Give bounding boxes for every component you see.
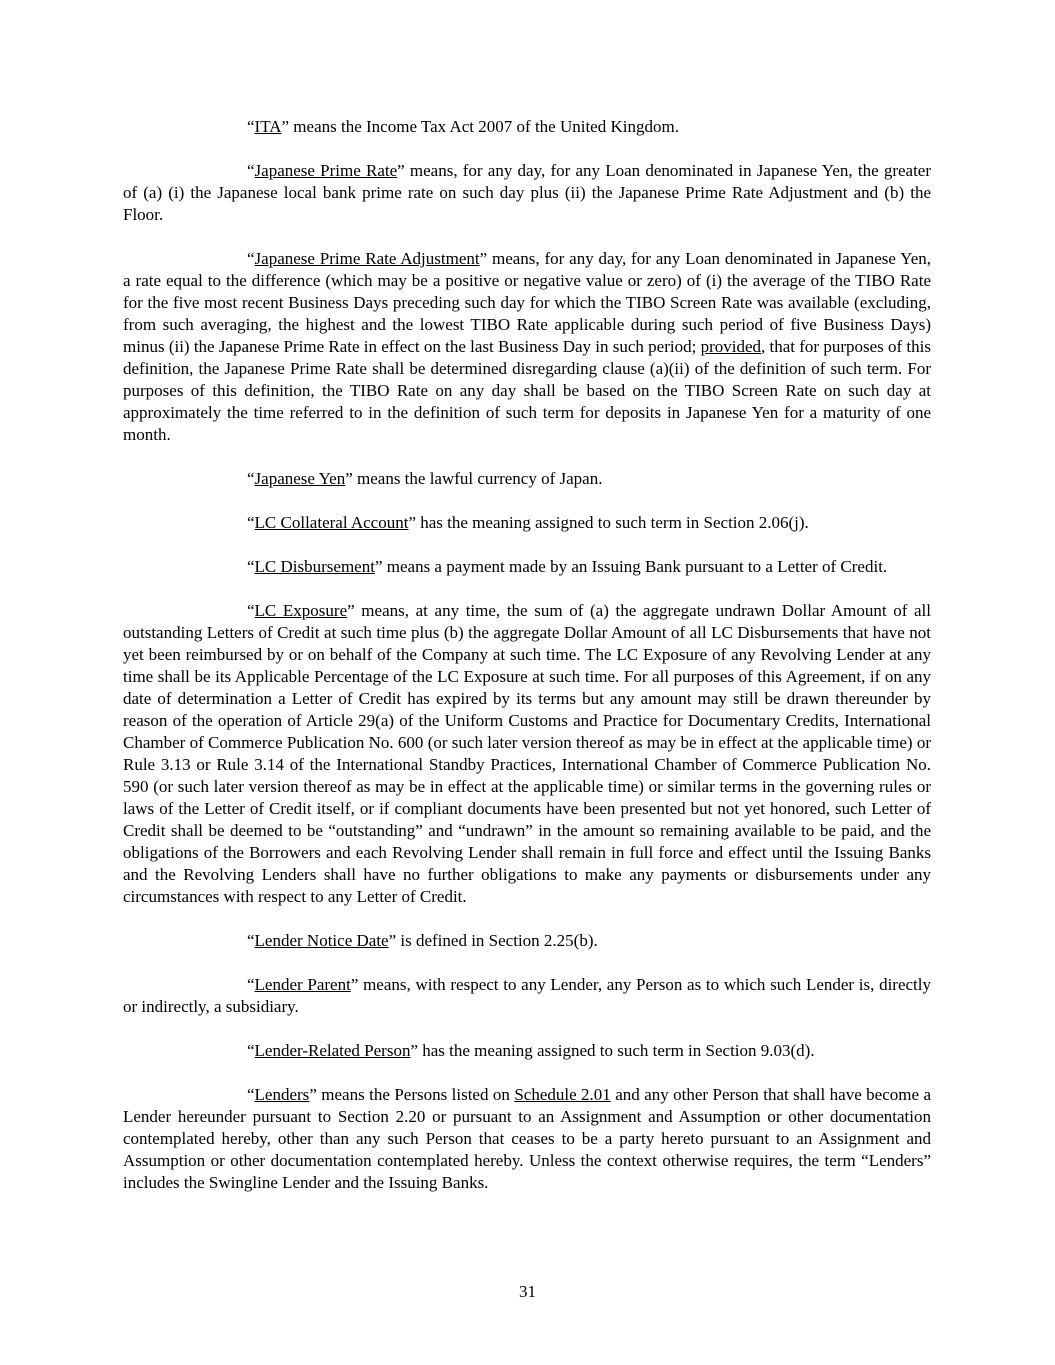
text-run: “ bbox=[247, 601, 255, 620]
defined-term: ITA bbox=[254, 117, 282, 136]
defined-term: Lender Parent bbox=[254, 975, 351, 994]
text-run: , that for purposes of this definition, the Japanese Prime Rate shall be determined disregarding clause (a)(ii) of the definition of such term. For purposes of this definition, the TIBO Rate on any day shall be based on the TIBO Screen Rate on such day at approximately the time referred to in the definition of such term for deposits in Japanese Yen for a maturity of one month. bbox=[123, 337, 931, 444]
text-run: ” means the Income Tax Act 2007 of the United Kingdom. bbox=[281, 117, 679, 136]
document-body bbox=[123, 116, 931, 1194]
text-run: ” means the Persons listed on bbox=[309, 1085, 515, 1104]
text-run: ” is defined in Section 2.25(b). bbox=[388, 931, 598, 950]
text-run: “ bbox=[247, 975, 255, 994]
text-run: ” means, at any time, the sum of (a) the aggregate undrawn Dollar Amount of all outstanding Letters of Credit at such time plus (b) the aggregate Dollar Amount of all LC Disbursements that have not yet been reimbursed by or on behalf of the Company at such time. The LC Exposure of any Revolving Lender at any time shall be its Applicable Percentage of the LC Exposure at such time. For all purposes of this Agreement, if on any date of determination a Letter of Credit has expired by its terms but any amount may still be drawn thereunder by reason of the operation of Article 29(a) of the Uniform Customs and Practice for Documentary Credits, International Chamber of Commerce Publication No. 600 (or such later version thereof as may be in effect at the applicable time) or Rule 3.13 or Rule 3.14 of the International Standby Practices, International Chamber of Commerce Publication No. 590 (or such later version thereof as may be in effect at the applicable time) or similar terms in the governing rules or laws of the Letter of Credit itself, or if compliant documents have been presented but not yet honored, such Letter of Credit shall be deemed to be “outstanding” and “undrawn” in the amount so remaining available to be paid, and the obligations of the Borrowers and each Revolving Lender shall remain in full force and effect until the Issuing Banks and the Revolving Lenders shall have no further obligations to make any payments or disbursements under any circumstances with respect to any Letter of Credit. bbox=[123, 601, 932, 906]
text-run: and any other Person that shall have become a Lender hereunder pursuant to Section 2.20 or pursuant to an Assignment and Assumption or other documentation contemplated hereby, other than any such Person that ceases to be a party hereto pursuant to an Assignment and Assumption or other documentation contemplated hereby. Unless the context otherwise requires, the term “Lenders” includes the Swingline Lender and the Issuing Banks. bbox=[123, 1085, 931, 1192]
defined-term: Lender-Related Person bbox=[254, 1041, 411, 1060]
paragraph bbox=[123, 1040, 931, 1062]
defined-term: Japanese Yen bbox=[254, 469, 346, 488]
defined-term: LC Exposure bbox=[254, 601, 348, 620]
text-run: “ bbox=[247, 469, 255, 488]
defined-term: provided bbox=[700, 337, 762, 356]
paragraph bbox=[123, 116, 931, 138]
paragraph bbox=[123, 248, 931, 446]
text-run: “ bbox=[247, 513, 255, 532]
text-run: “ bbox=[247, 249, 255, 268]
text-run: ” means, for any day, for any Loan denominated in Japanese Yen, a rate equal to the difference (which may be a positive or negative value or zero) of (i) the average of the TIBO Rate for the five most recent Business Days preceding such day for which the TIBO Screen Rate was available (excluding, from such averaging, the highest and the lowest TIBO Rate applicable during such period of five Business Days) minus (ii) the Japanese Prime Rate in effect on the last Business Day in such period; bbox=[123, 249, 931, 356]
paragraph bbox=[123, 600, 931, 908]
defined-term: LC Collateral Account bbox=[254, 513, 409, 532]
defined-term: Schedule 2.01 bbox=[514, 1085, 611, 1104]
defined-term: Japanese Prime Rate bbox=[254, 161, 398, 180]
text-run: ” means the lawful currency of Japan. bbox=[345, 469, 603, 488]
paragraph bbox=[123, 556, 931, 578]
text-run: “ bbox=[247, 161, 255, 180]
text-run: “ bbox=[247, 557, 255, 576]
paragraph bbox=[123, 1084, 931, 1194]
paragraph bbox=[123, 974, 931, 1018]
text-run: “ bbox=[247, 1041, 255, 1060]
defined-term: LC Disbursement bbox=[254, 557, 375, 576]
text-run: ” means, for any day, for any Loan denominated in Japanese Yen, the greater of (a) (i) the Japanese local bank prime rate on such day plus (ii) the Japanese Prime Rate Adjustment and (b) the Floor. bbox=[123, 161, 931, 224]
page-number: 31 bbox=[519, 1282, 536, 1301]
text-run: “ bbox=[247, 931, 255, 950]
text-run: ” has the meaning assigned to such term in Section 2.06(j). bbox=[408, 513, 809, 532]
paragraph bbox=[123, 930, 931, 952]
text-run: ” has the meaning assigned to such term in Section 9.03(d). bbox=[410, 1041, 815, 1060]
paragraph bbox=[123, 468, 931, 490]
text-run: “ bbox=[247, 1085, 255, 1104]
text-run: ” means a payment made by an Issuing Bank pursuant to a Letter of Credit. bbox=[374, 557, 888, 576]
paragraph bbox=[123, 512, 931, 534]
text-run: ” means, with respect to any Lender, any Person as to which such Lender is, directly or indirectly, a subsidiary. bbox=[123, 975, 931, 1016]
defined-term: Japanese Prime Rate Adjustment bbox=[254, 249, 480, 268]
defined-term: Lender Notice Date bbox=[254, 931, 389, 950]
text-run: “ bbox=[247, 117, 255, 136]
defined-term: Lenders bbox=[254, 1085, 310, 1104]
paragraph bbox=[123, 160, 931, 226]
